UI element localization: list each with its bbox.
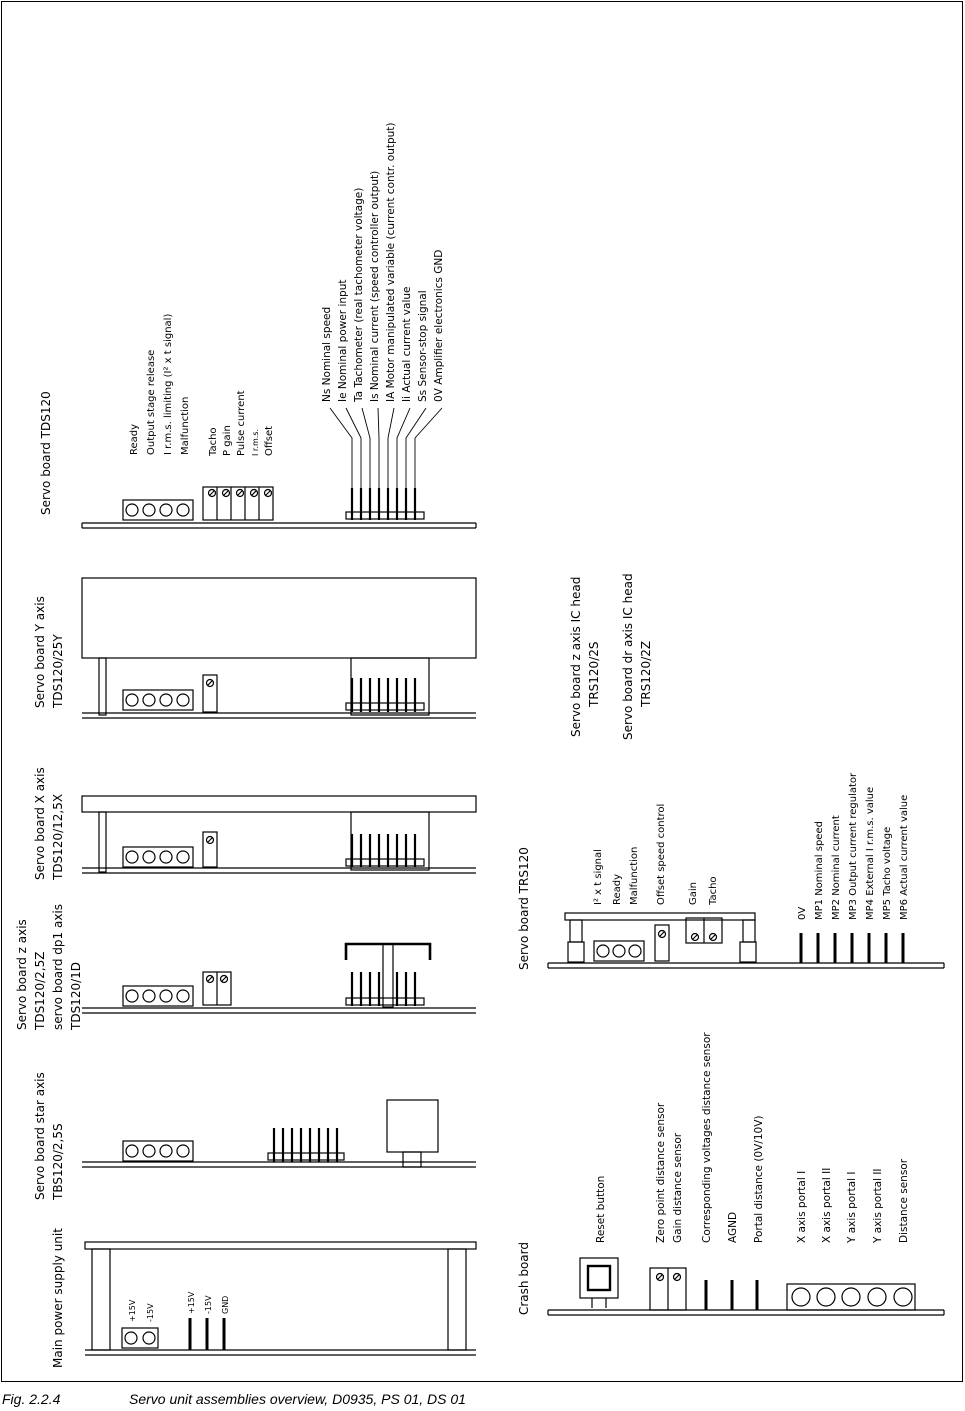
tds120-led-label: Output stage release: [146, 349, 157, 455]
tds120-pin-label: Is Nominal current (speed controller output): [369, 170, 381, 402]
board-y-axis: [33, 578, 476, 718]
figure-title: Servo unit assemblies overview, D0935, PS 01, DS 01: [129, 1391, 466, 1407]
trs120-mp-label: MP5 Tacho voltage: [882, 826, 893, 920]
crash-led-label: Y axis portal I: [846, 1171, 858, 1243]
figure-caption: [2, 1391, 962, 1409]
tds120-pot-label: I r.m.s.: [251, 428, 260, 456]
z-ic-head-model: TRS120/2S: [587, 641, 601, 707]
z-ic-head-title: Servo board z axis IC head: [569, 576, 583, 737]
trs120-mp-label: MP1 Nominal speed: [814, 821, 825, 920]
trs120-pot-label: Tacho: [708, 876, 719, 905]
tds120-pin-label: IA Motor manipulated variable (current contr. output): [385, 122, 397, 402]
tds120-led-label: Malfunction: [180, 396, 191, 455]
tds120-title: Servo board TDS120: [39, 391, 53, 515]
psu-label: +15V: [187, 1291, 196, 1314]
tds120-connector: [346, 512, 424, 519]
y-axis-heatsink: [82, 578, 476, 658]
trs120-led-label: Ready: [612, 873, 623, 905]
trs120-title: Servo board TRS120: [517, 847, 531, 970]
trs120-head-titles: [569, 573, 653, 740]
psu-label: -15V: [146, 1303, 155, 1322]
crash-test-label: Portal distance (0V/10V): [753, 1115, 765, 1243]
trs120-mp-label: 0V: [797, 906, 808, 920]
psu-label: GND: [221, 1295, 230, 1314]
figure-number: Fig. 2.2.4: [2, 1391, 61, 1407]
dp1-axis-title: servo board dp1 axis: [51, 903, 65, 1030]
trs120-offset-label: Offset speed control: [656, 803, 667, 905]
tds120-pin-label: Ta Tachometer (real tachometer voltage): [353, 187, 365, 402]
board-power-supply: [51, 1228, 476, 1368]
crash-test-label: AGND: [727, 1211, 739, 1243]
star-axis-title: Servo board star axis: [33, 1072, 47, 1200]
tds120-pin-label: Ss Sensor-stop signal: [417, 290, 429, 402]
crash-led-label: Distance sensor: [898, 1158, 910, 1243]
reset-button: [580, 1258, 618, 1298]
board-star-axis: [33, 1072, 476, 1201]
crash-pot-label: Zero point distance sensor: [655, 1102, 667, 1243]
crash-title: Crash board: [517, 1242, 531, 1315]
tds120-pin-label: Ii Actual current value: [401, 286, 413, 402]
z-axis-model: TDS120/2,5Z: [33, 951, 47, 1030]
trs120-mp-label: MP3 Output current regulator: [848, 772, 859, 920]
trs120-mp-label: MP2 Nominal current: [831, 815, 842, 920]
dr-ic-head-title: Servo board dr axis IC head: [621, 573, 635, 740]
trs120-led-label: I² x t signal: [593, 849, 604, 905]
dp1-axis-model: TDS120/1D: [69, 961, 83, 1030]
power-supply-title: Main power supply unit: [51, 1228, 65, 1368]
trs120-pot-label: Gain: [688, 882, 699, 905]
crash-reset-label: Reset button: [595, 1175, 607, 1243]
tds120-pin-label: Ns Nominal speed: [321, 306, 333, 402]
crash-pot-label: Gain distance sensor: [672, 1132, 684, 1243]
tds120-pot-label: Tacho: [208, 427, 219, 456]
tds120-pot-label: Pulse current: [236, 390, 247, 456]
board-z-axis: [15, 904, 476, 1031]
trs120-mp-label: MP6 Actual current value: [899, 794, 910, 920]
board-trs120: [517, 772, 944, 970]
trs120-mp-label: MP4 External I r.m.s. value: [865, 786, 876, 920]
crash-led-label: Y axis portal II: [872, 1168, 884, 1243]
x-axis-model: TDS120/12,5X: [51, 793, 65, 880]
board-tds120: [39, 122, 476, 528]
star-axis-model: TBS120/2,5S: [51, 1123, 65, 1200]
y-axis-title: Servo board Y axis: [33, 596, 47, 708]
crash-test-label: Corresponding voltages distance sensor: [701, 1032, 713, 1243]
y-axis-model: TDS120/25Y: [51, 634, 65, 708]
psu-label: -15V: [204, 1295, 213, 1314]
tds120-pin-label: 0V Amplifier electronics GND: [433, 249, 445, 402]
tds120-led-block: [123, 500, 193, 520]
x-axis-title: Servo board X axis: [33, 767, 47, 880]
psu-label: +15V: [128, 1299, 137, 1322]
board-x-axis: [33, 767, 476, 881]
tds120-led-labels: Ready: [129, 423, 140, 455]
dr-ic-head-model: TRS120/2Z: [639, 640, 653, 707]
z-axis-title: Servo board z axis: [15, 919, 29, 1030]
board-crash: [517, 1032, 944, 1315]
tds120-led-label: I r.m.s. limiting (I² x t signal): [163, 313, 174, 455]
tds120-pot-label: P gain: [222, 425, 233, 456]
crash-led-label: X axis portal II: [821, 1167, 833, 1243]
tds120-pot-label: Offset: [264, 425, 275, 456]
tds120-pin-label: Ie Nominal power input: [337, 279, 349, 402]
crash-led-label: X axis portal I: [796, 1170, 808, 1243]
star-axis-transformer: [387, 1100, 438, 1152]
trs120-led-label: Malfunction: [629, 846, 640, 905]
